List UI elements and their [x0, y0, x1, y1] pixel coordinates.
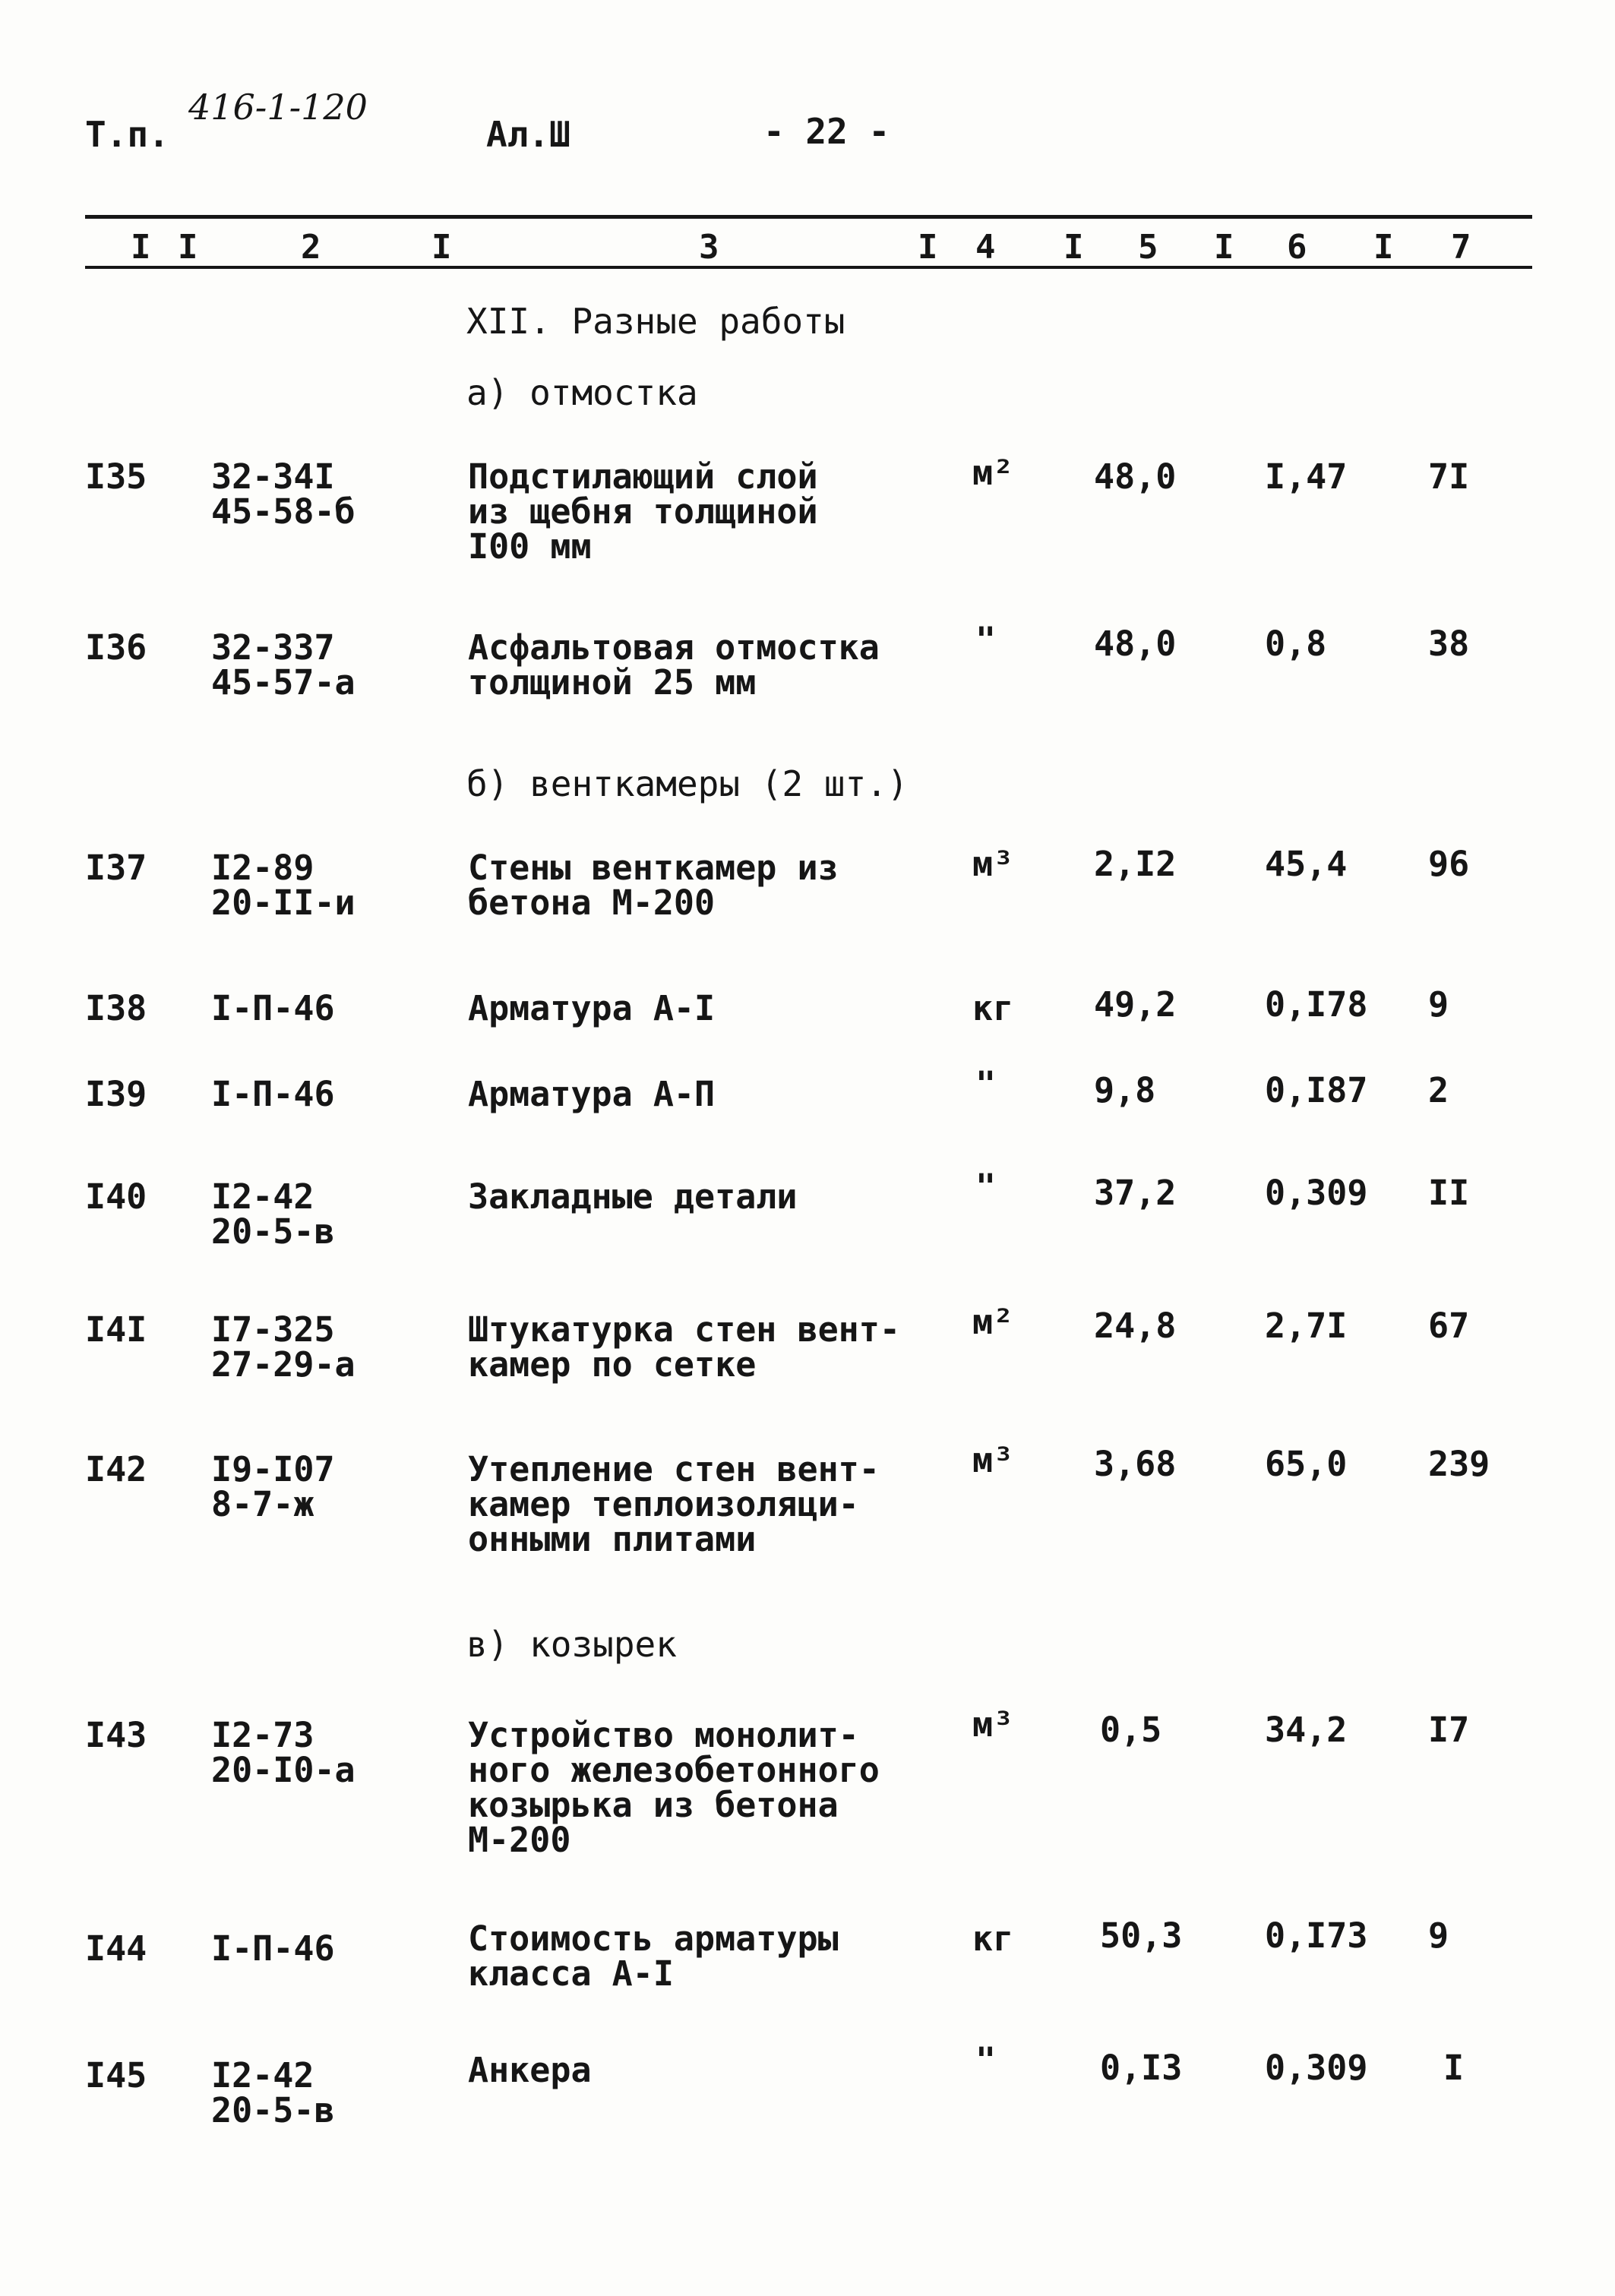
- quantity: 0,5: [1100, 1710, 1162, 1750]
- table-top-rule: [85, 215, 1532, 219]
- album-label: Ал.Ш: [486, 114, 570, 155]
- unit-price: I,47: [1265, 456, 1348, 497]
- total-cost: I: [1443, 2048, 1465, 2088]
- total-cost: 96: [1428, 844, 1470, 884]
- quantity: 3,68: [1094, 1444, 1177, 1484]
- norm-code: 45-57-а: [211, 662, 356, 703]
- group-title: а) отмостка: [466, 372, 698, 413]
- work-description: Штукатурка стен вент-: [468, 1309, 900, 1350]
- norm-code: I7-325: [211, 1309, 335, 1350]
- unit-price: 0,8: [1265, 624, 1327, 664]
- work-description: класса А-I: [468, 1953, 674, 1994]
- unit: м³: [972, 1704, 1014, 1745]
- unit-price: 0,I73: [1265, 1915, 1368, 1956]
- total-cost: 7I: [1428, 456, 1470, 497]
- unit-price: 2,7I: [1265, 1306, 1348, 1346]
- ditto-mark: ": [975, 1167, 997, 1207]
- work-description: толщиной 25 мм: [468, 662, 757, 703]
- ditto-mark: ": [975, 1064, 997, 1104]
- row-number: I44: [85, 1928, 147, 1969]
- norm-code: 20-I0-а: [211, 1750, 356, 1790]
- quantity: 48,0: [1094, 456, 1177, 497]
- work-description: камер теплоизоляци-: [468, 1484, 859, 1524]
- work-description: бетона М-200: [468, 883, 716, 923]
- unit-price: 65,0: [1265, 1444, 1348, 1484]
- group-title: в) козырек: [466, 1624, 677, 1665]
- unit-price: 0,I78: [1265, 984, 1368, 1025]
- work-description: Подстилающий слой: [468, 456, 818, 497]
- total-cost: 2: [1428, 1070, 1449, 1110]
- norm-code: I-П-46: [211, 1928, 335, 1969]
- norm-code: I9-I07: [211, 1449, 335, 1489]
- unit: кг: [972, 988, 1014, 1028]
- norm-code: 32-337: [211, 627, 335, 668]
- norm-code: 20-II-и: [211, 883, 356, 923]
- total-cost: 38: [1428, 624, 1470, 664]
- work-description: камер по сетке: [468, 1344, 757, 1385]
- row-number: I37: [85, 848, 147, 888]
- quantity: 9,8: [1094, 1070, 1156, 1110]
- row-number: I35: [85, 456, 147, 497]
- column-header-6: 6: [1287, 228, 1307, 267]
- row-number: I40: [85, 1176, 147, 1217]
- project-number-handwritten: 416-1-120: [188, 87, 368, 128]
- quantity: 37,2: [1094, 1173, 1177, 1213]
- column-separator: I: [178, 228, 198, 267]
- column-separator: I: [918, 228, 938, 267]
- quantity: 50,3: [1100, 1915, 1183, 1956]
- work-description: Арматура А-I: [468, 988, 716, 1028]
- total-cost: 67: [1428, 1306, 1470, 1346]
- unit-price: 0,309: [1265, 2048, 1368, 2088]
- work-description: Стоимость арматуры: [468, 1919, 839, 1959]
- unit: м²: [972, 453, 1014, 493]
- norm-code: 20-5-в: [211, 2090, 335, 2130]
- column-header-2: 2: [301, 228, 321, 267]
- work-description: Устройство монолит-: [468, 1715, 859, 1755]
- row-number: I36: [85, 627, 147, 668]
- total-cost: 239: [1428, 1444, 1490, 1484]
- norm-code: 20-5-в: [211, 1211, 335, 1252]
- quantity: 0,I3: [1100, 2048, 1183, 2088]
- work-description: Стены венткамер из: [468, 848, 839, 888]
- quantity: 49,2: [1094, 984, 1177, 1025]
- norm-code: 32-34I: [211, 456, 335, 497]
- unit-price: 34,2: [1265, 1710, 1348, 1750]
- quantity: 48,0: [1094, 624, 1177, 664]
- total-cost: I7: [1428, 1710, 1470, 1750]
- column-header-5: 5: [1138, 228, 1158, 267]
- unit-price: 45,4: [1265, 844, 1348, 884]
- ditto-mark: ": [975, 2040, 997, 2080]
- group-title: б) венткамеры (2 шт.): [466, 763, 909, 804]
- row-number: I38: [85, 988, 147, 1028]
- norm-code: I-П-46: [211, 1074, 335, 1114]
- unit-price: 0,I87: [1265, 1070, 1368, 1110]
- work-description: ного железобетонного: [468, 1750, 880, 1790]
- unit: кг: [972, 1919, 1014, 1959]
- column-header-1: I: [131, 228, 151, 267]
- norm-code: I2-42: [211, 2055, 314, 2095]
- work-description: Анкера: [468, 2050, 592, 2090]
- work-description: Утепление стен вент-: [468, 1449, 880, 1489]
- column-separator: I: [1373, 228, 1394, 267]
- row-number: I42: [85, 1449, 147, 1489]
- work-description: Закладные детали: [468, 1176, 798, 1217]
- total-cost: II: [1428, 1173, 1470, 1213]
- unit: м²: [972, 1302, 1014, 1342]
- work-description: М-200: [468, 1820, 571, 1860]
- column-header-3: 3: [699, 228, 719, 267]
- work-description: онными плитами: [468, 1519, 757, 1559]
- unit: м³: [972, 1440, 1014, 1480]
- document-prefix: Т.п.: [85, 114, 169, 155]
- norm-code: I2-42: [211, 1176, 314, 1217]
- unit-price: 0,309: [1265, 1173, 1368, 1213]
- total-cost: 9: [1428, 984, 1449, 1025]
- norm-code: I-П-46: [211, 988, 335, 1028]
- work-description: козырька из бетона: [468, 1785, 839, 1825]
- norm-code: 27-29-а: [211, 1344, 356, 1385]
- column-separator: I: [1214, 228, 1234, 267]
- total-cost: 9: [1428, 1915, 1449, 1956]
- norm-code: 8-7-ж: [211, 1484, 314, 1524]
- section-title: XII. Разные работы: [466, 301, 845, 342]
- norm-code: I2-89: [211, 848, 314, 888]
- column-separator: I: [1063, 228, 1084, 267]
- row-number: I39: [85, 1074, 147, 1114]
- work-description: Арматура А-П: [468, 1074, 716, 1114]
- quantity: 2,I2: [1094, 844, 1177, 884]
- work-description: Асфальтовая отмостка: [468, 627, 880, 668]
- column-header-7: 7: [1451, 228, 1471, 267]
- row-number: I43: [85, 1715, 147, 1755]
- unit: м³: [972, 844, 1014, 884]
- page-number: - 22 -: [763, 111, 890, 152]
- norm-code: 45-58-б: [211, 491, 356, 532]
- ditto-mark: ": [975, 620, 997, 660]
- row-number: I45: [85, 2055, 147, 2095]
- work-description: из щебня толщиной: [468, 491, 818, 532]
- norm-code: I2-73: [211, 1715, 314, 1755]
- column-separator: I: [431, 228, 452, 267]
- row-number: I4I: [85, 1309, 147, 1350]
- quantity: 24,8: [1094, 1306, 1177, 1346]
- column-header-4: 4: [975, 228, 996, 267]
- work-description: I00 мм: [468, 526, 592, 567]
